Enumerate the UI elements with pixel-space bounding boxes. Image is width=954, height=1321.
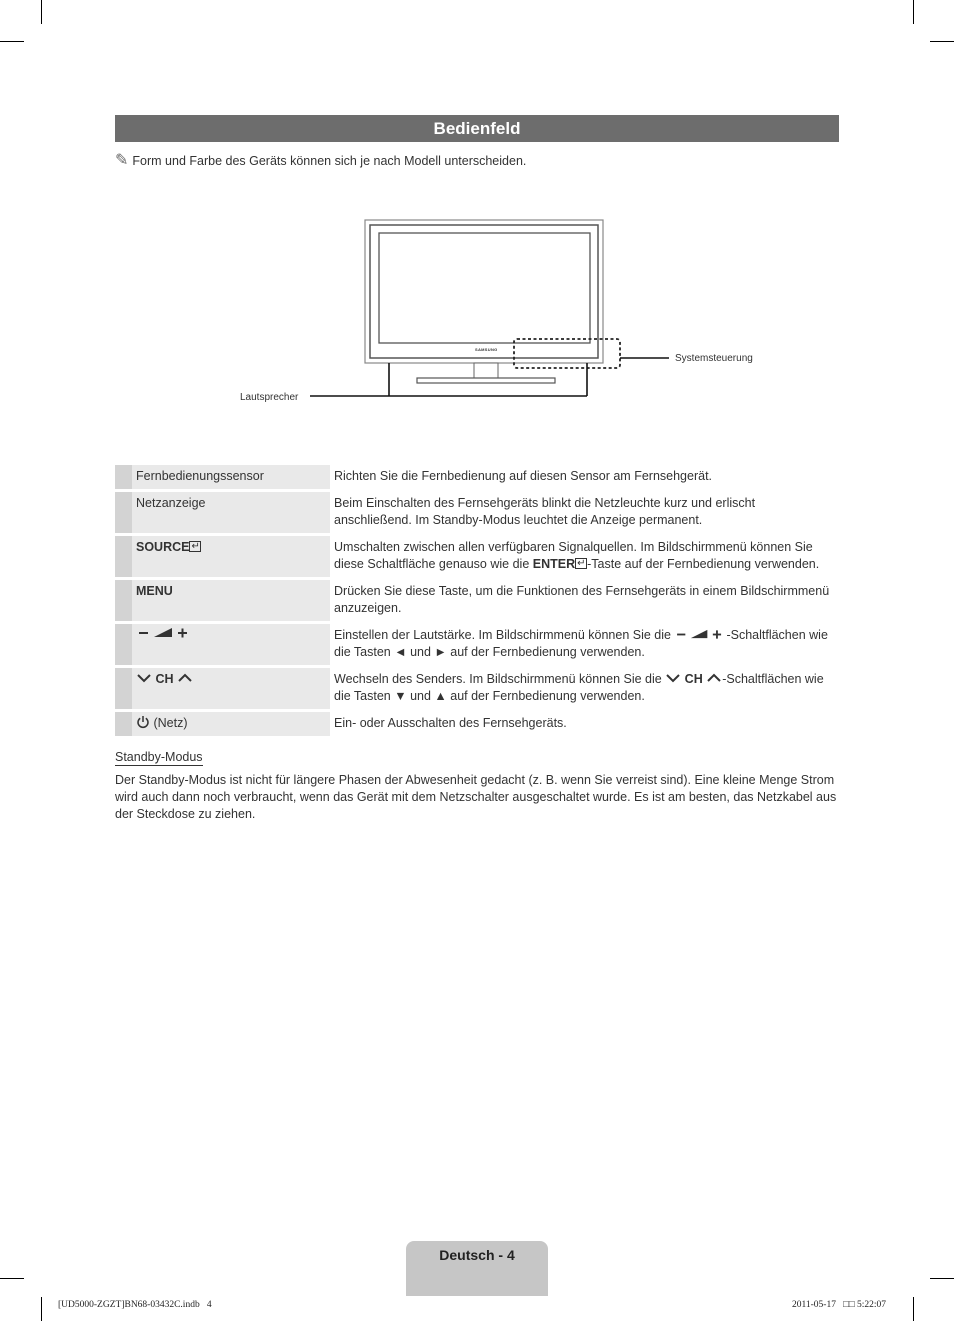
row-marker bbox=[115, 465, 132, 489]
tv-diagram bbox=[0, 0, 954, 440]
desc-text: Wechseln des Senders. Im Bildschirmmenü können Sie die bbox=[334, 672, 666, 686]
chevron-up-icon bbox=[177, 672, 193, 686]
table-row bbox=[115, 580, 839, 621]
row-marker bbox=[115, 668, 132, 709]
control-name: MENU bbox=[132, 580, 330, 621]
control-name bbox=[132, 624, 330, 665]
row-marker bbox=[115, 492, 132, 533]
tv-screen bbox=[379, 233, 590, 343]
table-row bbox=[115, 465, 839, 489]
desc-text: -Taste auf der Fernbedienung verwenden. bbox=[587, 557, 820, 571]
volume-icon bbox=[136, 628, 188, 642]
control-name: Fernbedienungssensor bbox=[132, 465, 330, 489]
enter-label: ENTER bbox=[532, 557, 576, 571]
control-desc bbox=[330, 624, 839, 665]
pencil-icon: ✎ bbox=[115, 152, 129, 169]
section-title: Bedienfeld bbox=[115, 115, 839, 142]
chevron-down-icon bbox=[665, 672, 681, 686]
crop-mark bbox=[913, 1297, 914, 1321]
standby-paragraph: Der Standby-Modus ist nicht für längere Phasen der Abwesenheit gedacht (z. B. wenn Sie verreist sind). Eine kleine Menge Strom wird auch dann noch verbraucht, wenn das Gerät mit dem Netzschalter ausgeschaltet wurde. Es ist am besten, das Netzkabel aus der Steckdose zu ziehen. bbox=[115, 773, 837, 821]
crop-mark bbox=[41, 1297, 42, 1321]
footer-timestamp: 2011-05-17 □□ 5:22:07 bbox=[792, 1300, 886, 1310]
table-row bbox=[115, 536, 839, 577]
crop-mark bbox=[0, 1278, 24, 1279]
standby-heading: Standby-Modus bbox=[115, 750, 203, 764]
desc-text: Umschalten zwischen allen verfügbaren Signalquellen. Im Bildschirmmenü können Sie diese Schaltfläche genauso wie die bbox=[334, 540, 813, 571]
ch-label: CH bbox=[684, 672, 703, 686]
control-desc: Drücken Sie diese Taste, um die Funktionen des Fernsehgeräts in einem Bildschirmmenü anzuzeigen. bbox=[334, 584, 830, 615]
footer-file: [UD5000-ZGZT]BN68-03432C.indb 4 bbox=[58, 1300, 212, 1310]
label-lautsprecher: Lautsprecher bbox=[240, 392, 299, 403]
control-desc bbox=[330, 668, 839, 709]
brand-logo: SAMSUNG bbox=[475, 347, 498, 352]
note-text: Form und Farbe des Geräts können sich je nach Modell unterscheiden. bbox=[132, 154, 527, 168]
power-label: (Netz) bbox=[153, 716, 188, 730]
control-desc bbox=[330, 536, 839, 577]
enter-icon bbox=[189, 541, 201, 552]
desc-text: Einstellen der Lautstärke. Im Bildschirmmenü können Sie die bbox=[334, 628, 675, 642]
crop-mark bbox=[930, 1278, 954, 1279]
control-name: Netzanzeige bbox=[132, 492, 330, 533]
row-marker bbox=[115, 536, 132, 577]
table-row bbox=[115, 492, 839, 533]
row-marker bbox=[115, 712, 132, 736]
volume-icon bbox=[674, 628, 726, 642]
control-name bbox=[132, 668, 330, 709]
page-number: Deutsch - 4 bbox=[406, 1241, 548, 1296]
control-name bbox=[132, 712, 330, 736]
source-label: SOURCE bbox=[136, 540, 190, 554]
control-desc: Ein- oder Ausschalten des Fernsehgeräts. bbox=[334, 716, 567, 730]
power-icon bbox=[136, 716, 150, 730]
row-marker bbox=[115, 580, 132, 621]
table-row bbox=[115, 624, 839, 665]
chevron-down-icon bbox=[136, 672, 152, 686]
table-row bbox=[115, 668, 839, 709]
table-row bbox=[115, 712, 839, 736]
control-desc: Beim Einschalten des Fernsehgeräts blinkt die Netzleuchte kurz und erlischt anschließend. Im Standby-Modus leuchtet die Anzeige permanent. bbox=[334, 496, 756, 527]
control-name bbox=[132, 536, 330, 577]
label-systemsteuerung: Systemsteuerung bbox=[675, 353, 753, 364]
ch-label: CH bbox=[155, 672, 174, 686]
control-desc: Richten Sie die Fernbedienung auf diesen Sensor am Fernsehgerät. bbox=[334, 469, 713, 483]
chevron-up-icon bbox=[706, 672, 722, 686]
row-marker bbox=[115, 624, 132, 665]
enter-icon bbox=[575, 558, 587, 569]
desc-text: -Schaltflächen wie die Tasten ▼ und ▲ auf der Fernbedienung verwenden. bbox=[334, 672, 824, 703]
controls-table bbox=[115, 462, 839, 739]
tv-stand-neck bbox=[474, 363, 498, 378]
desc-text: -Schaltflächen wie die Tasten ◄ und ► auf der Fernbedienung verwenden. bbox=[334, 628, 828, 659]
tv-stand-base bbox=[417, 378, 555, 383]
